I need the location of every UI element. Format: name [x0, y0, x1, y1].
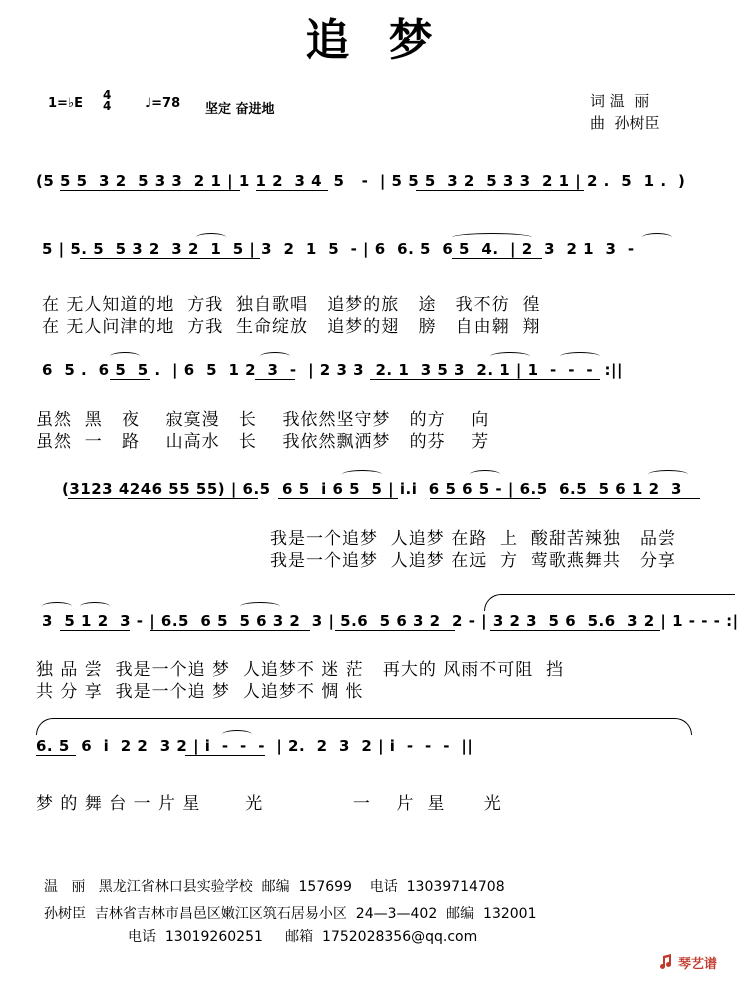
contact-composer: 孙树臣 吉林省吉林市昌邑区嫩江区筑石居易小区 24—3—402 邮编 132001 [44, 906, 537, 922]
lyric-4-verse-2: 我是一个追梦 人追梦 在远 方 莺歌燕舞共 分享 [270, 551, 677, 571]
expression-mark: 坚定 奋进地 [205, 102, 275, 117]
contact-lyricist: 温 丽 黑龙江省林口县实验学校 邮编 157699 电话 13039714708 [44, 879, 505, 895]
score-row-5: 3 5 1 2 3 - | 6.5 6 5 5 6 3 2 3 | 5.6 5 6 3 2 2 - | 3 2 3 5 6 5.6 3 2 | 1 - - - :| [42, 612, 739, 630]
score-row-6: 6. 5 6 i 2 2 3 2 | i - - - | 2. 2 3 2 | i - - - || [36, 737, 474, 755]
lyric-6: 梦 的 舞 台 一 片 星 光 一 片 星 光 [36, 794, 502, 814]
lyric-5-verse-2: 共 分 享 我是一个追 梦 人追梦不 惆 怅 [36, 682, 364, 702]
lyricist: 词 温 丽 [590, 92, 650, 110]
music-note-icon [660, 953, 676, 969]
key-signature: 1=♭E [48, 96, 83, 111]
brand-logo [660, 950, 740, 972]
composer: 曲 孙树臣 [590, 114, 660, 132]
lyric-2-verse-2: 在 无人问津的地 方我 生命绽放 追梦的翅 膀 自由翱 翔 [42, 317, 541, 337]
brand-name: 琴艺谱 [678, 957, 718, 972]
score-row-2: 5 | 5. 5 5 3 2 3 2 1 5 | 3 2 1 5 - | 6 6. 5 6 5 4. | 2 3 2 1 3 - [42, 240, 635, 258]
score-row-4: (3123 4246 55 55) | 6.5 6 5 i 6 5 5 | i.i 6 5 6 5 - | 6.5 6.5 5 6 1 2 3 [62, 480, 682, 498]
score-row-3: 6 5 . 6 5 5 . | 6 5 1 2 3 - | 2 3 3 2. 1 3 5 3 2. 1 | 1 - - - :|| [42, 361, 623, 379]
lyric-3-verse-2: 虽然 一 路 山高水 长 我依然飘洒梦 的芬 芳 [36, 432, 490, 452]
time-signature: 4 4 [103, 88, 112, 113]
tempo: ♩=78 [145, 96, 181, 111]
lyric-5-verse-1: 独 品 尝 我是一个追 梦 人追梦不 迷 茫 再大的 风雨不可阻 挡 [36, 660, 565, 680]
score-row-1: (5 5 5 3 2 5 3 3 2 1 | 1 1 2 3 4 5 - | 5 5 5 3 2 5 3 3 2 1 | 2 . 5 1 . ) [36, 172, 686, 190]
lyric-4-verse-1: 我是一个追梦 人追梦 在路 上 酸甜苦辣独 品尝 [270, 529, 677, 549]
contact-composer-phone-email: 电话 13019260251 邮箱 1752028356@qq.com [128, 929, 478, 945]
lyric-2-verse-1: 在 无人知道的地 方我 独自歌唱 追梦的旅 途 我不彷 徨 [42, 295, 541, 315]
song-title: 追 梦 [305, 15, 445, 66]
lyric-3-verse-1: 虽然 黑 夜 寂寞漫 长 我依然坚守梦 的方 向 [36, 410, 490, 430]
